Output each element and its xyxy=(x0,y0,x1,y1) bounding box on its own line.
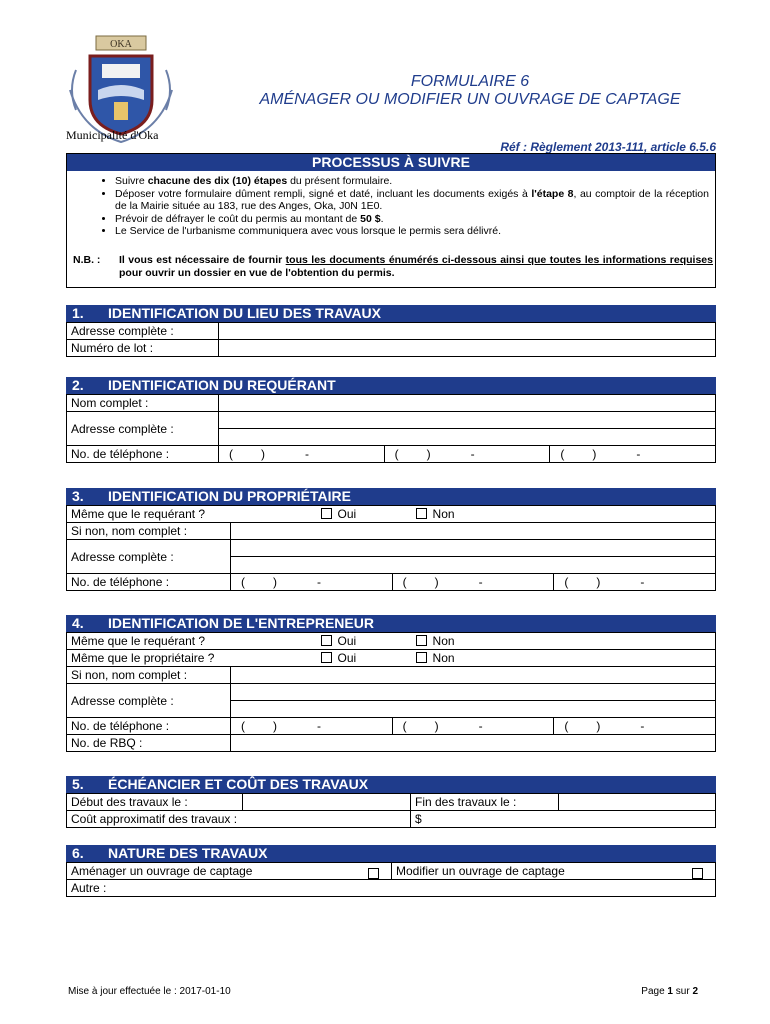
process-box xyxy=(66,153,716,288)
same-as-applicant-label: Même que le requérant ? xyxy=(67,506,231,523)
checkbox-icon[interactable] xyxy=(368,868,379,879)
same-as-applicant-label: Même que le requérant ? xyxy=(67,633,231,650)
same-as-owner-options xyxy=(231,650,716,667)
section-4-contractor xyxy=(66,615,716,752)
contractor-name-label: Si non, nom complet : xyxy=(67,667,231,684)
address-field-line1[interactable] xyxy=(219,412,716,429)
last-updated: Mise à jour effectuée le : 2017-01-10 xyxy=(68,986,231,997)
rbq-field[interactable] xyxy=(231,735,716,752)
end-date-field[interactable] xyxy=(559,794,716,811)
section-2-header: 2. IDENTIFICATION DU REQUÉRANT xyxy=(66,377,716,394)
name-field[interactable] xyxy=(219,395,716,412)
address-label: Adresse complète : xyxy=(67,540,231,574)
checkbox-icon xyxy=(321,652,332,663)
start-date-label: Début des travaux le : xyxy=(67,794,243,811)
phone-label: No. de téléphone : xyxy=(67,446,219,463)
process-title: PROCESSUS À SUIVRE xyxy=(67,154,715,171)
checkbox-icon xyxy=(321,508,332,519)
other-field[interactable] xyxy=(67,880,716,897)
nota-bene: N.B. : Il vous est nécessaire de fournir tous les documents énumérés ci-dessous ainsi que toutes les informations requises pour ouvrir un dossier en vue de l'obtention du permis. xyxy=(73,254,713,279)
checkbox-icon xyxy=(416,652,427,663)
rbq-label: No. de RBQ : xyxy=(67,735,231,752)
phone-label: No. de téléphone : xyxy=(67,718,231,735)
checkbox-icon[interactable] xyxy=(692,868,703,879)
lot-number-field[interactable] xyxy=(219,340,716,357)
phone-label: No. de téléphone : xyxy=(67,574,231,591)
yes-checkbox[interactable]: Oui xyxy=(321,507,357,521)
phone-field-2[interactable]: ( ) - xyxy=(392,718,554,735)
end-date-label: Fin des travaux le : xyxy=(411,794,559,811)
svg-text:OKA: OKA xyxy=(110,39,132,50)
owner-name-field[interactable] xyxy=(231,523,716,540)
phone-field-1[interactable]: ( ) - xyxy=(231,574,393,591)
address-label: Adresse complète : xyxy=(67,684,231,718)
checkbox-icon xyxy=(416,508,427,519)
contractor-name-field[interactable] xyxy=(231,667,716,684)
name-label: Nom complet : xyxy=(67,395,219,412)
yes-checkbox[interactable]: Oui xyxy=(321,634,357,648)
phone-field-2[interactable]: ( ) - xyxy=(392,574,554,591)
process-step: • Déposer votre formulaire dûment rempli, signé et daté, incluant les documents exigés à l'étape 8, au comptoir de la réception de la Mairie située au 183, rue des Anges, Oka, J0N 1E0. xyxy=(115,188,709,213)
section-5-header: 5. ÉCHÉANCIER ET COÛT DES TRAVAUX xyxy=(66,776,716,793)
cost-field[interactable]: $ xyxy=(411,811,716,828)
municipality-name: Municipalité d'Oka xyxy=(66,128,159,142)
process-step: • Le Service de l'urbanisme communiquera avec vous lorsque le permis sera délivré. xyxy=(115,225,709,238)
section-3-header: 3. IDENTIFICATION DU PROPRIÉTAIRE xyxy=(66,488,716,505)
address-label: Adresse complète : xyxy=(67,412,219,446)
lot-number-label: Numéro de lot : xyxy=(67,340,219,357)
phone-field-1[interactable]: ( ) - xyxy=(219,446,385,463)
form-subtitle: AMÉNAGER OU MODIFIER UN OUVRAGE DE CAPTAGE xyxy=(259,91,681,108)
address-field-line1[interactable] xyxy=(231,684,716,701)
section-4-header: 4. IDENTIFICATION DE L'ENTREPRENEUR xyxy=(66,615,716,632)
page-number: Page 1 sur 2 xyxy=(641,986,698,997)
owner-name-label: Si non, nom complet : xyxy=(67,523,231,540)
phone-field-1[interactable]: ( ) - xyxy=(231,718,393,735)
checkbox-icon xyxy=(321,635,332,646)
section-6-header: 6. NATURE DES TRAVAUX xyxy=(66,845,716,862)
process-steps-list xyxy=(67,175,715,238)
address-field[interactable] xyxy=(219,323,716,340)
yes-checkbox[interactable]: Oui xyxy=(321,651,357,665)
process-step: • Suivre chacune des dix (10) étapes du présent formulaire. xyxy=(115,175,709,188)
no-checkbox[interactable]: Non xyxy=(416,634,455,648)
option-create-intake[interactable]: Aménager un ouvrage de captage xyxy=(67,863,392,880)
section-6-nature-of-work xyxy=(66,845,716,897)
phone-field-3[interactable]: ( ) - xyxy=(550,446,716,463)
section-2-applicant xyxy=(66,377,716,463)
section-3-owner xyxy=(66,488,716,591)
same-as-owner-label: Même que le propriétaire ? xyxy=(67,650,231,667)
no-checkbox[interactable]: Non xyxy=(416,651,455,665)
address-field-line2[interactable] xyxy=(219,429,716,446)
process-step: • Prévoir de défrayer le coût du permis au montant de 50 $. xyxy=(115,213,709,226)
same-as-applicant-options xyxy=(231,633,716,650)
option-modify-intake[interactable]: Modifier un ouvrage de captage xyxy=(392,863,716,880)
address-field-line1[interactable] xyxy=(231,540,716,557)
start-date-field[interactable] xyxy=(243,794,411,811)
section-1-work-location xyxy=(66,305,716,357)
checkbox-icon xyxy=(416,635,427,646)
no-checkbox[interactable]: Non xyxy=(416,507,455,521)
address-field-line2[interactable] xyxy=(231,557,716,574)
phone-field-3[interactable]: ( ) - xyxy=(554,574,716,591)
section-5-schedule-cost xyxy=(66,776,716,828)
phone-field-2[interactable]: ( ) - xyxy=(384,446,550,463)
other-label: Autre : xyxy=(71,881,107,895)
phone-field-3[interactable]: ( ) - xyxy=(554,718,716,735)
section-1-header: 1. IDENTIFICATION DU LIEU DES TRAVAUX xyxy=(66,305,716,322)
address-label: Adresse complète : xyxy=(67,323,219,340)
address-field-line2[interactable] xyxy=(231,701,716,718)
same-as-applicant-options xyxy=(231,506,716,523)
cost-label: Coût approximatif des travaux : xyxy=(67,811,411,828)
form-title: FORMULAIRE 6 xyxy=(410,73,530,90)
regulation-reference: Réf : Règlement 2013-111, article 6.5.6 xyxy=(500,140,716,154)
